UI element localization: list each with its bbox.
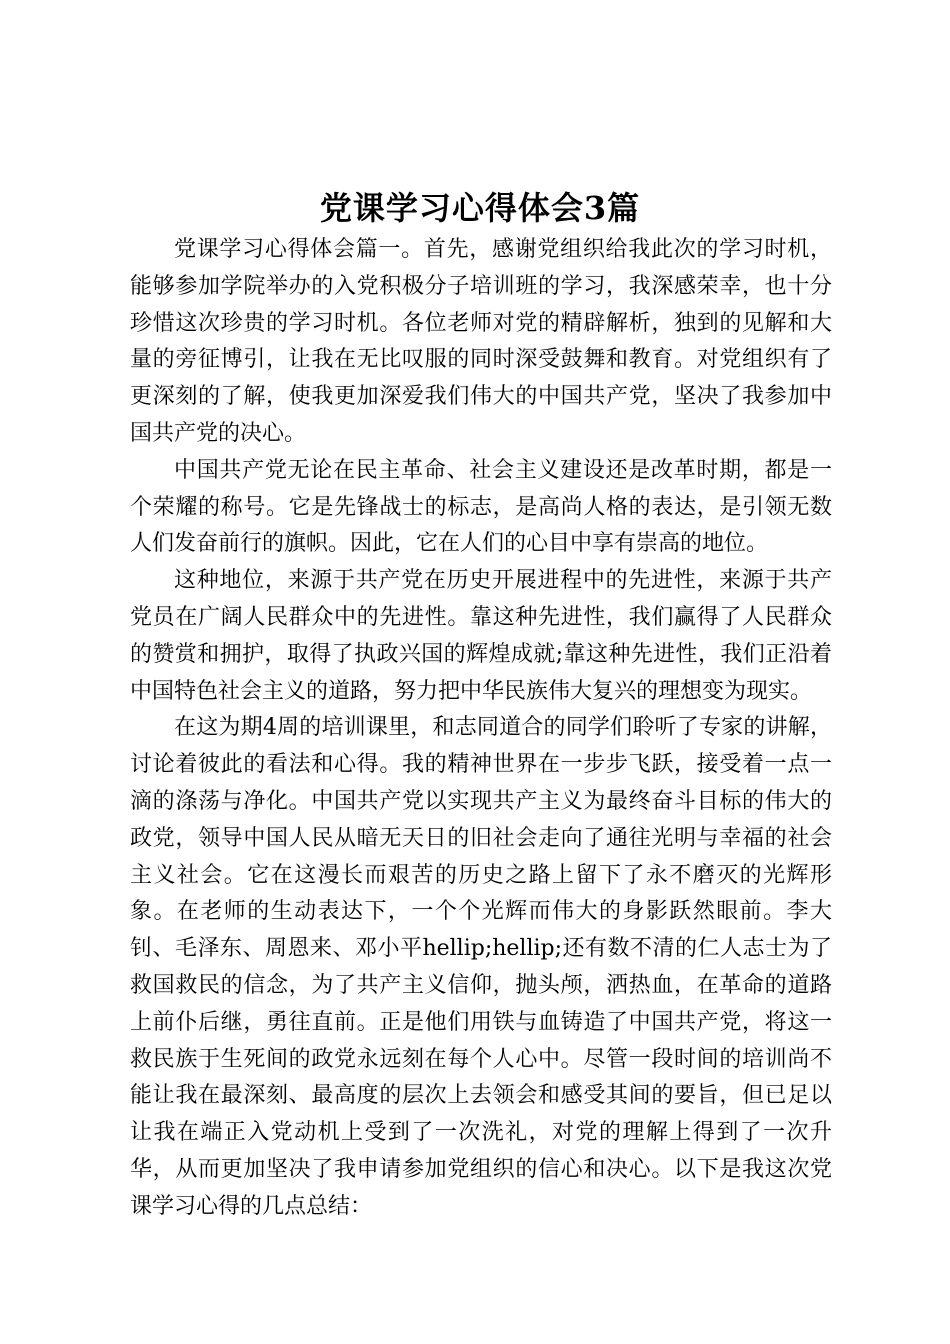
paragraph-4: 在这为期4周的培训课里，和志同道合的同学们聆听了专家的讲解，讨论着彼此的看法和心得。我的精神世界在一步步飞跃，接受着一点一滴的涤荡与净化。中国共产党以实现共产主义为最终奋斗目标的伟大的政党，领导中国人民从暗无天日的旧社会走向了通往光明与幸福的社会主义社会。它在这漫长而艰苦的历史之路上留下了永不磨灭的光辉形象。在老师的生动表达下，一个个光辉而伟大的身影跃然眼前。李大钊、毛泽东、周恩来、邓小平hellip;hellip;还有数不清的仁人志士为了救国救民的信念，为了共产主义信仰，抛头颅，洒热血，在革命的道路上前仆后继，勇往直前。正是他们用铁与血铸造了中国共产党，将这一救民族于生死间的政党永远刻在每个人心中。尽管一段时间的培训尚不能让我在最深刻、最高度的层次上去领会和感受其间的要旨，但已足以让我在端正入党动机上受到了一次洗礼，对党的理解上得到了一次升华，从而更加坚决了我申请参加党组织的信心和决心。以下是我这次党课学习心得的几点总结： <box>130 715 832 1219</box>
paragraph-3: 这种地位，来源于共产党在历史开展进程中的先进性，来源于共产党员在广阔人民群众中的先进性。靠这种先进性，我们赢得了人民群众的赞赏和拥护，取得了执政兴国的辉煌成就;靠这种先进性，我们正沿着中国特色社会主义的道路，努力把中华民族伟大复兴的理想变为现实。 <box>130 568 832 704</box>
paragraph-2: 中国共产党无论在民主革命、社会主义建设还是改革时期，都是一个荣耀的称号。它是先锋战士的标志，是高尚人格的表达，是引领无数人们发奋前行的旗帜。因此，它在人们的心目中享有崇高的地位。 <box>130 457 832 557</box>
document-body <box>130 232 832 1226</box>
document-title: 党课学习心得体会3篇 <box>319 189 641 227</box>
paragraph-1: 党课学习心得体会篇一。首先，感谢党组织给我此次的学习时机，能够参加学院举办的入党积极分子培训班的学习，我深感荣幸，也十分珍惜这次珍贵的学习时机。各位老师对党的精辟解析，独到的见解和大量的旁征博引，让我在无比叹服的同时深受鼓舞和教育。对党组织有了更深刻的了解，使我更加深爱我们伟大的中国共产党，坚决了我参加中国共产党的决心。 <box>130 237 832 446</box>
